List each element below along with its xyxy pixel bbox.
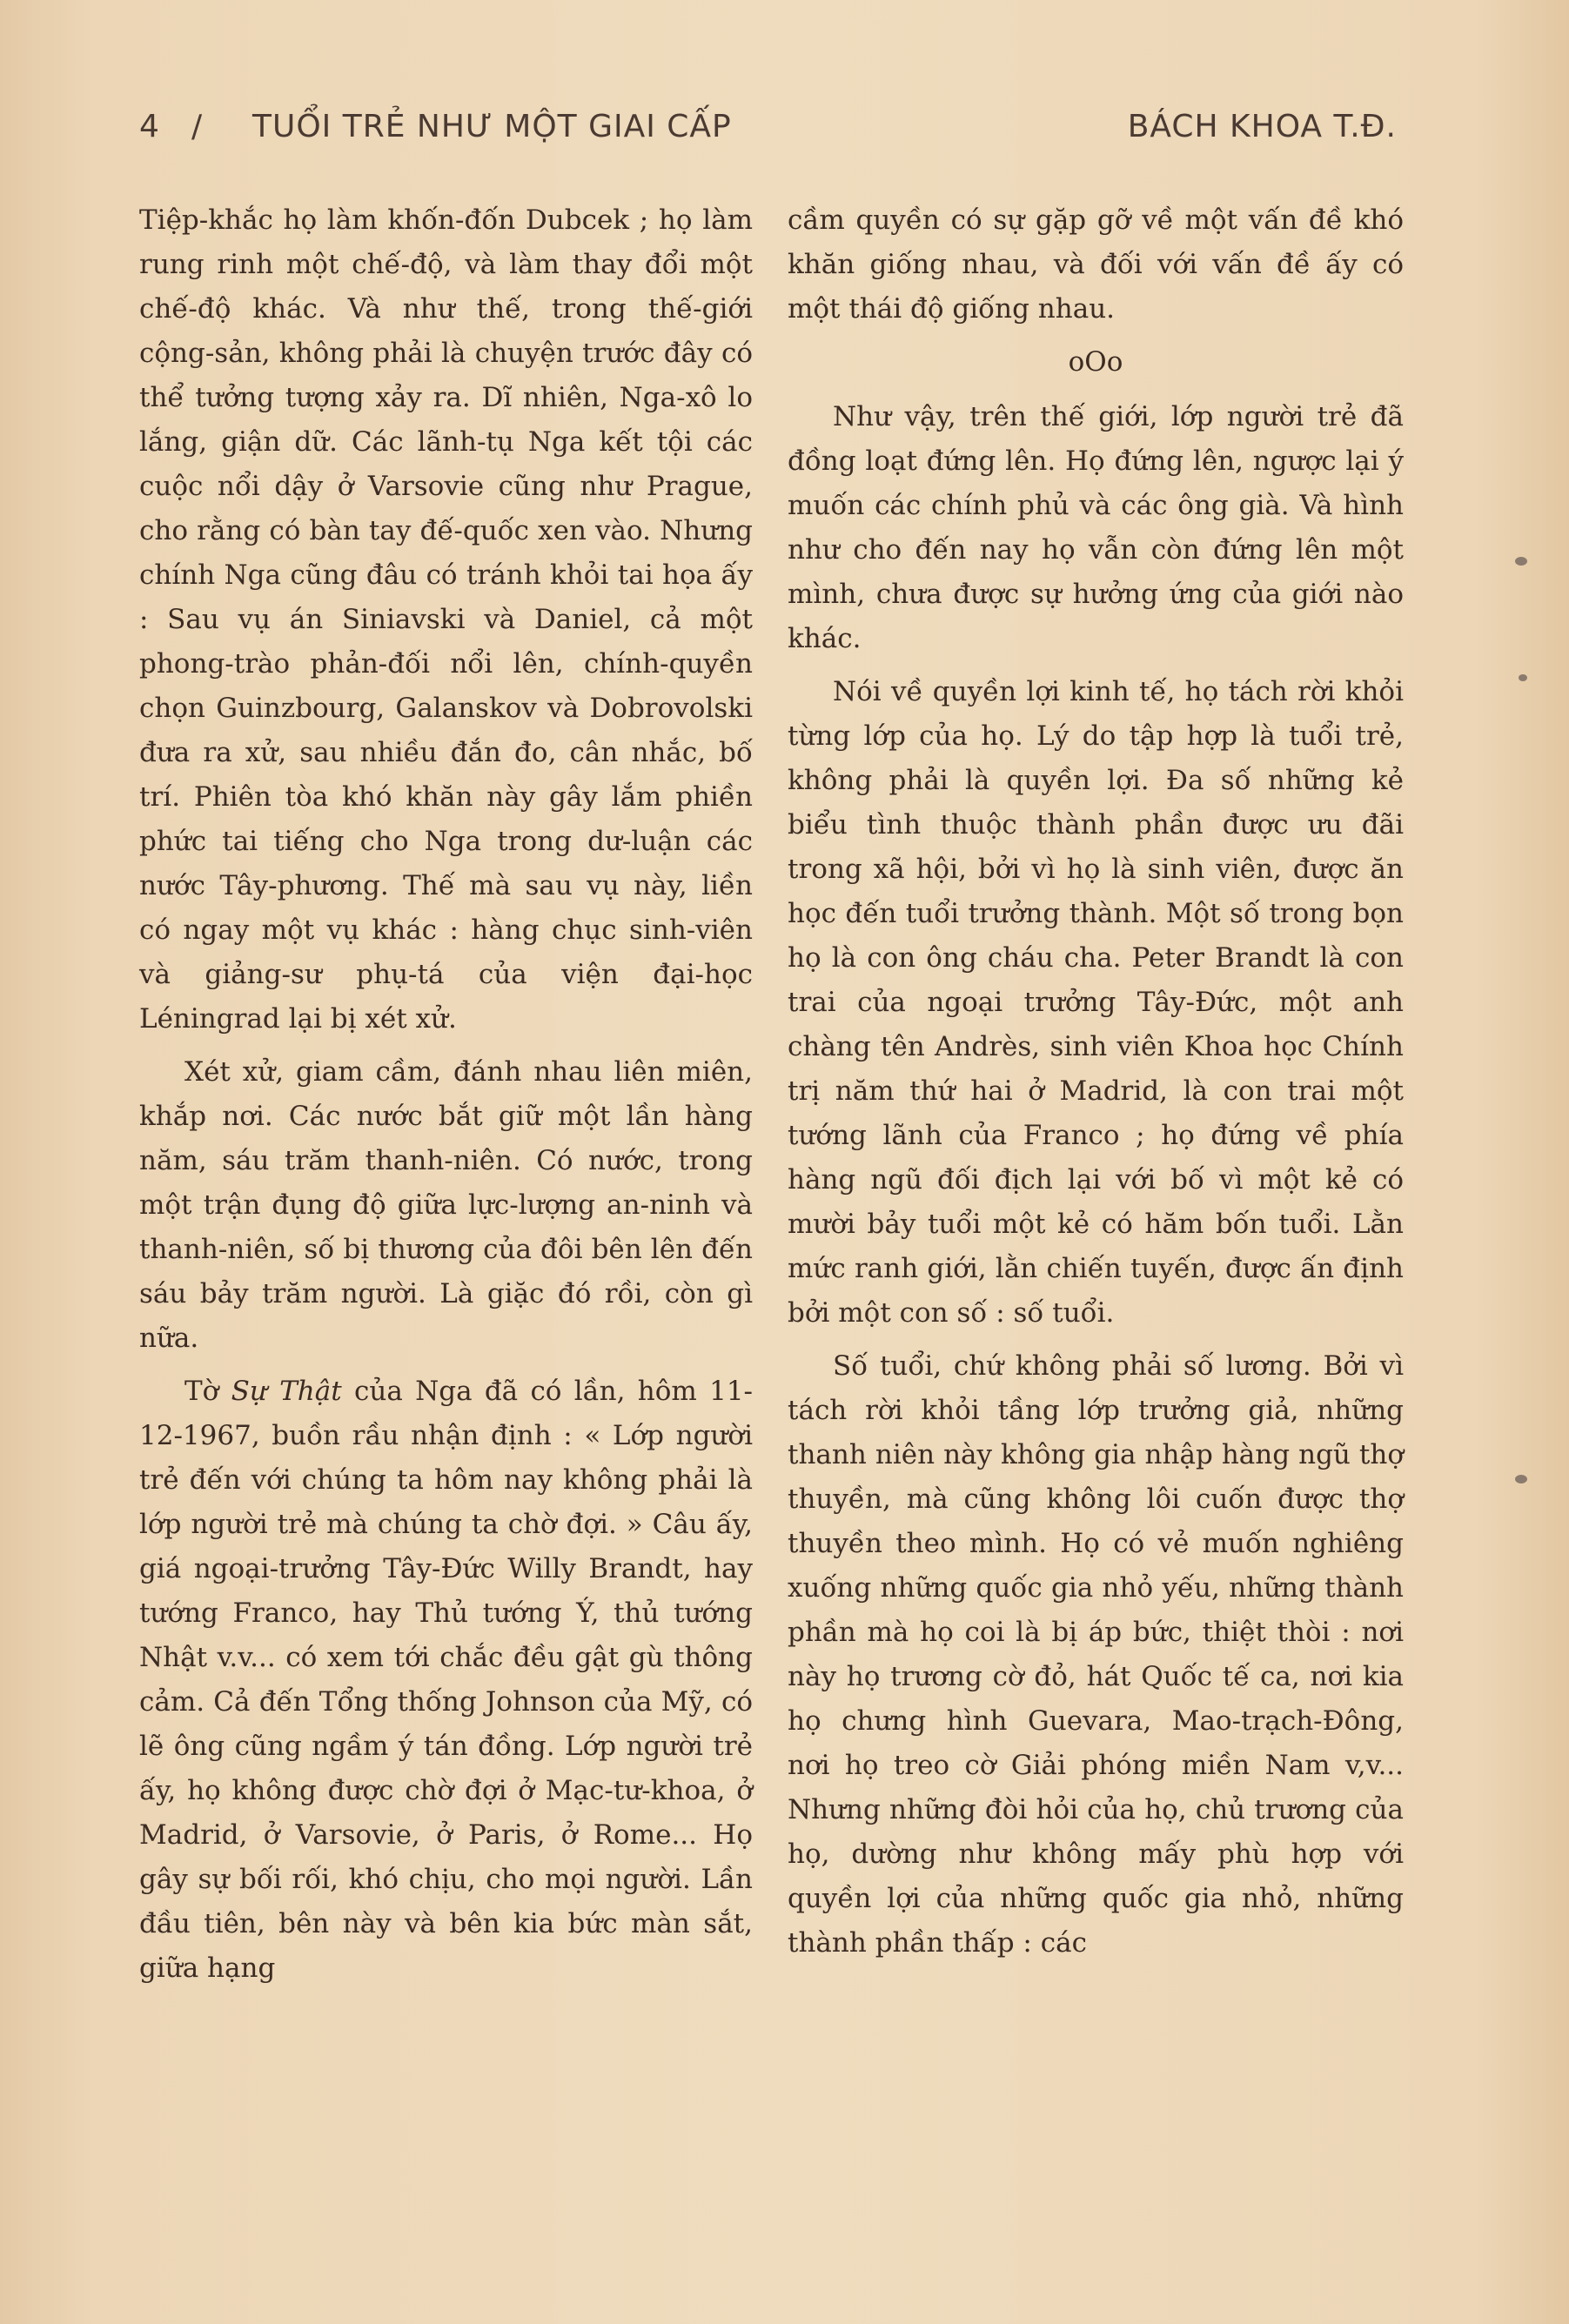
running-header xyxy=(139,109,1397,161)
paragraph: Xét xử, giam cầm, đánh nhau liên miên, khắp nơi. Các nước bắt giữ một lần hàng năm, sáu trăm thanh-niên. Có nước, trong một trận đụng độ giữa lực-lượng an-ninh và thanh-niên, số bị thương của đôi bên lên đến sáu bảy trăm người. Là giặc đó rồi, còn gì nữa. xyxy=(139,1056,753,1354)
paragraph: Như vậy, trên thế giới, lớp người trẻ đã đồng loạt đứng lên. Họ đứng lên, ngược lại ý muốn các chính phủ và các ông già. Và hình như cho đến nay họ vẫn còn đứng lên một mình, chưa được sự hưởng ứng của giới nào khác. xyxy=(788,401,1404,654)
left-column xyxy=(139,198,753,1999)
binding-hole-mark xyxy=(1515,1475,1527,1483)
section-divider: oOo xyxy=(1068,346,1123,378)
binding-hole-mark xyxy=(1519,674,1527,681)
right-column xyxy=(788,198,1404,1974)
paragraph xyxy=(139,1370,753,1991)
text-run: của Nga đã có lần, hôm 11-12-1967, buồn rầu nhận định : « Lớp người trẻ đến với chúng ta hôm nay không phải là lớp người trẻ mà chúng ta chờ đợi. » Câu ấy, giá ngoại-trưởng Tây-Đức Willy Brandt, hay tướng Franco, hay Thủ tướng Ý, thủ tướng Nhật v.v... có xem tới chắc đều gật gù thông cảm. Cả đến Tổng thống Johnson của Mỹ, có lẽ ông cũng ngầm ý tán đồng. Lớp người trẻ ấy, họ không được chờ đợi ở Mạc-tư-khoa, ở Madrid, ở Varsovie, ở Paris, ở Rome... Họ gây sự bối rối, khó chịu, cho mọi người. Lần đầu tiên, bên này và bên kia bức màn sắt, giữa hạng xyxy=(139,1376,754,1984)
article-title: TUỔI TRẺ NHƯ MỘT GIAI CẤP xyxy=(252,109,732,144)
newspaper-name: Sự Thật xyxy=(231,1376,342,1407)
journal-name: BÁCH KHOA T.Đ. xyxy=(1127,109,1397,144)
paragraph: cầm quyền có sự gặp gỡ về một vấn đề khó khăn giống nhau, và đối với vấn đề ấy có một thái độ giống nhau. xyxy=(788,204,1404,325)
paragraph: Số tuổi, chứ không phải số lương. Bởi vì tách rời khỏi tầng lớp trưởng giả, những thanh niên này không gia nhập hàng ngũ thợ thuyền, mà cũng không lôi cuốn được thợ thuyền theo mình. Họ có vẻ muốn nghiêng xuống những quốc gia nhỏ yếu, những thành phần mà họ coi là bị áp bức, thiệt thòi : nơi này họ trương cờ đỏ, hát Quốc tế ca, nơi kia họ chưng hình Guevara, Mao-trạch-Đông, nơi họ treo cờ Giải phóng miền Nam v,v... Nhưng những đòi hỏi của họ, chủ trương của họ, dường như không mấy phù hợp với quyền lợi của những quốc gia nhỏ, những thành phần thấp : các xyxy=(788,1350,1404,1959)
text-run: Tờ xyxy=(184,1376,231,1407)
header-separator: / xyxy=(191,109,204,144)
binding-hole-mark xyxy=(1515,557,1527,566)
page-number: 4 xyxy=(139,109,160,144)
paragraph: Tiệp-khắc họ làm khốn-đốn Dubcek ; họ làm rung rinh một chế-độ, và làm thay đổi một chế-độ khác. Và như thế, trong thế-giới cộng-sản, không phải là chuyện trước đây có thể tưởng tượng xảy ra. Dĩ nhiên, Nga-xô lo lắng, giận dữ. Các lãnh-tụ Nga kết tội các cuộc nổi dậy ở Varsovie cũng như Prague, cho rằng có bàn tay đế-quốc xen vào. Nhưng chính Nga cũng đâu có tránh khỏi tai họa ấy : Sau vụ án Siniavski và Daniel, cả một phong-trào phản-đối nổi lên, chính-quyền chọn Guinzbourg, Galanskov và Dobrovolski đưa ra xử, sau nhiều đắn đo, cân nhắc, bố trí. Phiên tòa khó khăn này gây lắm phiền phức tai tiếng cho Nga trong dư-luận các nước Tây-phương. Thế mà sau vụ này, liền có ngay một vụ khác : hàng chục sinh-viên và giảng-sư phụ-tá của viện đại-học Léningrad lại bị xét xử. xyxy=(139,204,753,1035)
paragraph: Nói về quyền lợi kinh tế, họ tách rời khỏi từng lớp của họ. Lý do tập hợp là tuổi trẻ, không phải là quyền lợi. Đa số những kẻ biểu tình thuộc thành phần được ưu đãi trong xã hội, bởi vì họ là sinh viên, được ăn học đến tuổi trưởng thành. Một số trong bọn họ là con ông cháu cha. Peter Brandt là con trai của ngoại trưởng Tây-Đức, một anh chàng tên Andrès, sinh viên Khoa học Chính trị năm thứ hai ở Madrid, là con trai một tướng lãnh của Franco ; họ đứng về phía hàng ngũ đối địch lại với bố vì một kẻ có mười bảy tuổi một kẻ có hăm bốn tuổi. Lằn mức ranh giới, lằn chiến tuyến, được ấn định bởi một con số : số tuổi. xyxy=(788,676,1404,1329)
